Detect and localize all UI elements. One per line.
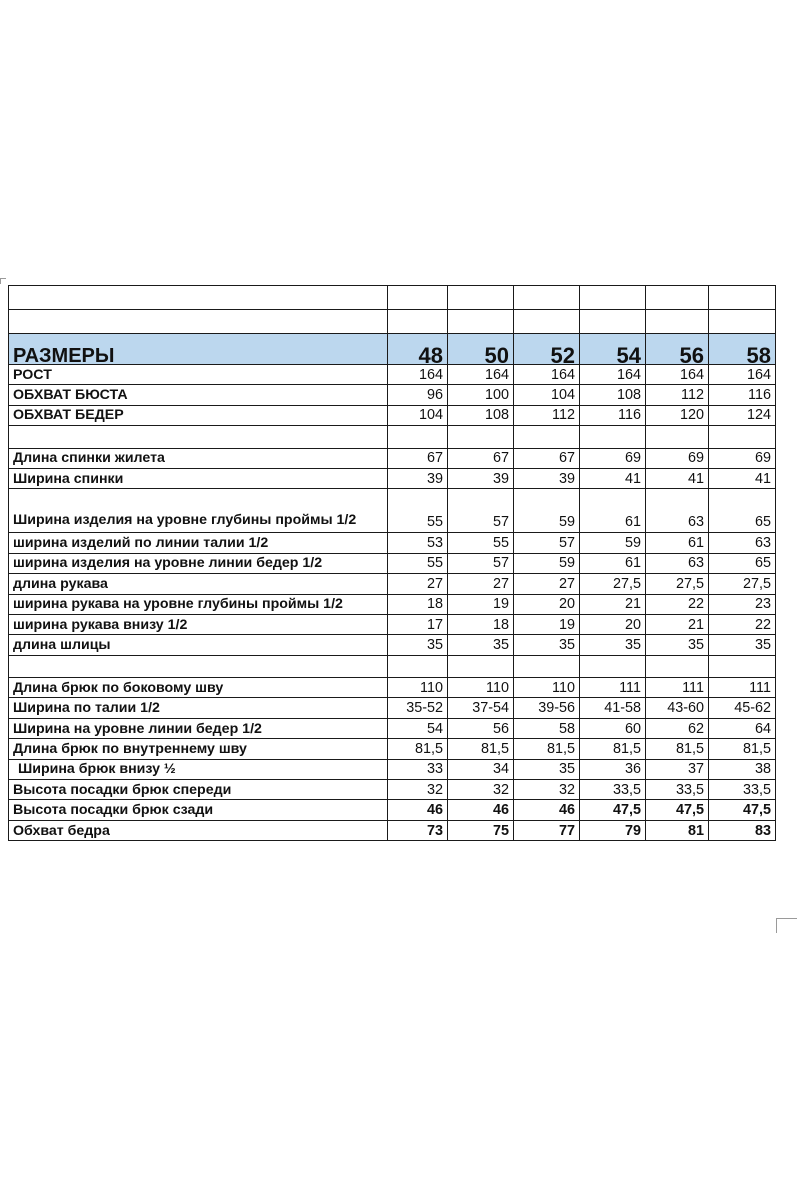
- empty-cell: [448, 286, 514, 310]
- size-value-cell: 116: [709, 385, 776, 405]
- size-value-cell: 35: [448, 635, 514, 655]
- size-value-cell: 27,5: [580, 574, 646, 594]
- empty-cell: [709, 655, 776, 677]
- empty-cell: [709, 310, 776, 334]
- size-value-cell: 55: [388, 553, 448, 573]
- size-value-cell: 22: [646, 594, 709, 614]
- row-label: ОБХВАТ БЕДЕР: [9, 405, 388, 425]
- row-label: Ширина на уровне линии бедер 1/2: [9, 718, 388, 738]
- sizes-header-row: [9, 334, 776, 365]
- size-value-cell: 108: [448, 405, 514, 425]
- size-value-cell: 18: [448, 614, 514, 634]
- empty-cell: [580, 655, 646, 677]
- row-label: Ширина по талии 1/2: [9, 698, 388, 718]
- size-value-cell: 35: [646, 635, 709, 655]
- size-value-cell: 17: [388, 614, 448, 634]
- table-row: [9, 489, 776, 533]
- size-value-cell: 73: [388, 820, 448, 840]
- empty-cell: [9, 286, 388, 310]
- size-value-cell: 35: [514, 635, 580, 655]
- corner-crop-mark-top: [0, 278, 6, 284]
- empty-cell: [9, 426, 388, 448]
- size-value-cell: 69: [580, 448, 646, 468]
- size-value-cell: 120: [646, 405, 709, 425]
- size-value-cell: 56: [448, 718, 514, 738]
- size-value-cell: 32: [388, 780, 448, 800]
- row-label: ОБХВАТ БЮСТА: [9, 385, 388, 405]
- size-value-cell: 69: [709, 448, 776, 468]
- size-value-cell: 53: [388, 533, 448, 553]
- size-header-cell: 52: [514, 334, 580, 365]
- size-value-cell: 81,5: [448, 739, 514, 759]
- table-row: [9, 448, 776, 468]
- size-value-cell: 33,5: [709, 780, 776, 800]
- size-value-cell: 75: [448, 820, 514, 840]
- size-chart-body: [9, 286, 776, 841]
- size-value-cell: 111: [646, 678, 709, 698]
- size-value-cell: 45-62: [709, 698, 776, 718]
- size-value-cell: 19: [448, 594, 514, 614]
- empty-cell: [580, 426, 646, 448]
- size-value-cell: 164: [580, 365, 646, 385]
- size-value-cell: 112: [514, 405, 580, 425]
- table-row: [9, 780, 776, 800]
- size-value-cell: 60: [580, 718, 646, 738]
- size-value-cell: 46: [514, 800, 580, 820]
- size-value-cell: 81,5: [709, 739, 776, 759]
- table-row: [9, 614, 776, 634]
- empty-cell: [9, 655, 388, 677]
- size-header-cell: 58: [709, 334, 776, 365]
- size-value-cell: 69: [646, 448, 709, 468]
- size-value-cell: 81,5: [388, 739, 448, 759]
- table-row: [9, 574, 776, 594]
- empty-cell: [646, 426, 709, 448]
- size-value-cell: 18: [388, 594, 448, 614]
- table-row: [9, 365, 776, 385]
- table-row: [9, 698, 776, 718]
- empty-cell: [646, 310, 709, 334]
- size-header-cell: 48: [388, 334, 448, 365]
- size-value-cell: 32: [448, 780, 514, 800]
- size-value-cell: 81,5: [514, 739, 580, 759]
- size-value-cell: 39-56: [514, 698, 580, 718]
- size-value-cell: 39: [514, 468, 580, 488]
- size-value-cell: 67: [388, 448, 448, 468]
- empty-cell: [709, 426, 776, 448]
- size-value-cell: 47,5: [709, 800, 776, 820]
- size-value-cell: 63: [646, 553, 709, 573]
- row-label: РОСТ: [9, 365, 388, 385]
- size-value-cell: 57: [448, 553, 514, 573]
- size-value-cell: 81,5: [580, 739, 646, 759]
- empty-cell: [709, 286, 776, 310]
- table-row: [9, 405, 776, 425]
- size-value-cell: 65: [709, 553, 776, 573]
- size-value-cell: 83: [709, 820, 776, 840]
- size-value-cell: 104: [514, 385, 580, 405]
- size-value-cell: 164: [448, 365, 514, 385]
- size-value-cell: 36: [580, 759, 646, 779]
- size-value-cell: 81,5: [646, 739, 709, 759]
- table-row: [9, 385, 776, 405]
- table-row: [9, 678, 776, 698]
- empty-row: [9, 655, 776, 677]
- size-value-cell: 32: [514, 780, 580, 800]
- empty-cell: [514, 426, 580, 448]
- empty-cell: [9, 310, 388, 334]
- size-value-cell: 23: [709, 594, 776, 614]
- size-value-cell: 116: [580, 405, 646, 425]
- size-value-cell: 21: [646, 614, 709, 634]
- empty-cell: [388, 426, 448, 448]
- size-value-cell: 67: [448, 448, 514, 468]
- size-header-cell: 56: [646, 334, 709, 365]
- empty-cell: [580, 310, 646, 334]
- table-row: [9, 739, 776, 759]
- size-value-cell: 164: [388, 365, 448, 385]
- size-value-cell: 59: [514, 489, 580, 533]
- empty-cell: [646, 286, 709, 310]
- corner-crop-mark-bottom: [776, 918, 797, 933]
- size-value-cell: 110: [388, 678, 448, 698]
- size-value-cell: 46: [448, 800, 514, 820]
- size-value-cell: 27: [388, 574, 448, 594]
- size-value-cell: 47,5: [646, 800, 709, 820]
- size-value-cell: 38: [709, 759, 776, 779]
- sizes-header-label: РАЗМЕРЫ: [9, 334, 388, 365]
- table-row: [9, 759, 776, 779]
- empty-cell: [514, 310, 580, 334]
- table-row: [9, 553, 776, 573]
- size-value-cell: 35: [388, 635, 448, 655]
- row-label: ширина рукава на уровне глубины проймы 1/2: [9, 594, 388, 614]
- size-value-cell: 61: [580, 553, 646, 573]
- size-value-cell: 37-54: [448, 698, 514, 718]
- size-value-cell: 27: [448, 574, 514, 594]
- size-value-cell: 61: [646, 533, 709, 553]
- table-row: [9, 468, 776, 488]
- table-row: [9, 820, 776, 840]
- size-value-cell: 34: [448, 759, 514, 779]
- row-label: ширина рукава внизу 1/2: [9, 614, 388, 634]
- size-value-cell: 59: [514, 553, 580, 573]
- table-row: [9, 533, 776, 553]
- empty-row: [9, 286, 776, 310]
- size-value-cell: 59: [580, 533, 646, 553]
- size-value-cell: 164: [514, 365, 580, 385]
- size-value-cell: 96: [388, 385, 448, 405]
- row-label: ширина изделий по линии талии 1/2: [9, 533, 388, 553]
- size-value-cell: 35: [580, 635, 646, 655]
- size-value-cell: 81: [646, 820, 709, 840]
- row-label: Высота посадки брюк спереди: [9, 780, 388, 800]
- size-value-cell: 100: [448, 385, 514, 405]
- size-value-cell: 64: [709, 718, 776, 738]
- size-value-cell: 33,5: [580, 780, 646, 800]
- size-value-cell: 62: [646, 718, 709, 738]
- row-label: ширина изделия на уровне линии бедер 1/2: [9, 553, 388, 573]
- size-value-cell: 111: [709, 678, 776, 698]
- size-value-cell: 19: [514, 614, 580, 634]
- size-value-cell: 41-58: [580, 698, 646, 718]
- size-value-cell: 55: [388, 489, 448, 533]
- size-value-cell: 61: [580, 489, 646, 533]
- size-value-cell: 112: [646, 385, 709, 405]
- size-value-cell: 54: [388, 718, 448, 738]
- size-header-cell: 54: [580, 334, 646, 365]
- size-value-cell: 55: [448, 533, 514, 553]
- size-value-cell: 110: [448, 678, 514, 698]
- row-label: Ширина изделия на уровне глубины проймы 1/2: [9, 489, 388, 533]
- size-value-cell: 43-60: [646, 698, 709, 718]
- empty-cell: [448, 310, 514, 334]
- empty-cell: [646, 655, 709, 677]
- size-value-cell: 111: [580, 678, 646, 698]
- size-value-cell: 108: [580, 385, 646, 405]
- table-row: [9, 594, 776, 614]
- size-value-cell: 35: [514, 759, 580, 779]
- size-value-cell: 57: [448, 489, 514, 533]
- size-value-cell: 20: [514, 594, 580, 614]
- empty-cell: [448, 655, 514, 677]
- size-value-cell: 57: [514, 533, 580, 553]
- row-label: Высота посадки брюк сзади: [9, 800, 388, 820]
- row-label: Длина спинки жилета: [9, 448, 388, 468]
- empty-cell: [448, 426, 514, 448]
- empty-row: [9, 426, 776, 448]
- size-value-cell: 110: [514, 678, 580, 698]
- size-value-cell: 46: [388, 800, 448, 820]
- empty-cell: [388, 286, 448, 310]
- row-label: Ширина брюк внизу ½: [9, 759, 388, 779]
- size-value-cell: 63: [709, 533, 776, 553]
- empty-cell: [514, 286, 580, 310]
- size-value-cell: 77: [514, 820, 580, 840]
- empty-cell: [388, 655, 448, 677]
- empty-cell: [580, 286, 646, 310]
- size-value-cell: 33,5: [646, 780, 709, 800]
- size-value-cell: 35-52: [388, 698, 448, 718]
- row-label: Обхват бедра: [9, 820, 388, 840]
- size-value-cell: 27,5: [646, 574, 709, 594]
- size-value-cell: 41: [580, 468, 646, 488]
- size-value-cell: 20: [580, 614, 646, 634]
- size-value-cell: 37: [646, 759, 709, 779]
- size-value-cell: 104: [388, 405, 448, 425]
- row-label: Ширина спинки: [9, 468, 388, 488]
- table-row: [9, 635, 776, 655]
- size-value-cell: 21: [580, 594, 646, 614]
- table-row: [9, 718, 776, 738]
- size-value-cell: 41: [646, 468, 709, 488]
- size-value-cell: 39: [388, 468, 448, 488]
- row-label: Длина брюк по внутреннему шву: [9, 739, 388, 759]
- size-value-cell: 63: [646, 489, 709, 533]
- size-chart-table: [8, 285, 776, 841]
- row-label: длина шлицы: [9, 635, 388, 655]
- size-value-cell: 124: [709, 405, 776, 425]
- size-value-cell: 164: [646, 365, 709, 385]
- size-value-cell: 67: [514, 448, 580, 468]
- size-header-cell: 50: [448, 334, 514, 365]
- size-value-cell: 33: [388, 759, 448, 779]
- size-value-cell: 27,5: [709, 574, 776, 594]
- size-value-cell: 164: [709, 365, 776, 385]
- table-row: [9, 800, 776, 820]
- empty-cell: [514, 655, 580, 677]
- size-value-cell: 22: [709, 614, 776, 634]
- size-value-cell: 39: [448, 468, 514, 488]
- row-label: длина рукава: [9, 574, 388, 594]
- size-value-cell: 35: [709, 635, 776, 655]
- size-value-cell: 27: [514, 574, 580, 594]
- empty-row: [9, 310, 776, 334]
- row-label: Длина брюк по боковому шву: [9, 678, 388, 698]
- empty-cell: [388, 310, 448, 334]
- size-value-cell: 58: [514, 718, 580, 738]
- size-value-cell: 47,5: [580, 800, 646, 820]
- size-value-cell: 79: [580, 820, 646, 840]
- size-value-cell: 41: [709, 468, 776, 488]
- size-value-cell: 65: [709, 489, 776, 533]
